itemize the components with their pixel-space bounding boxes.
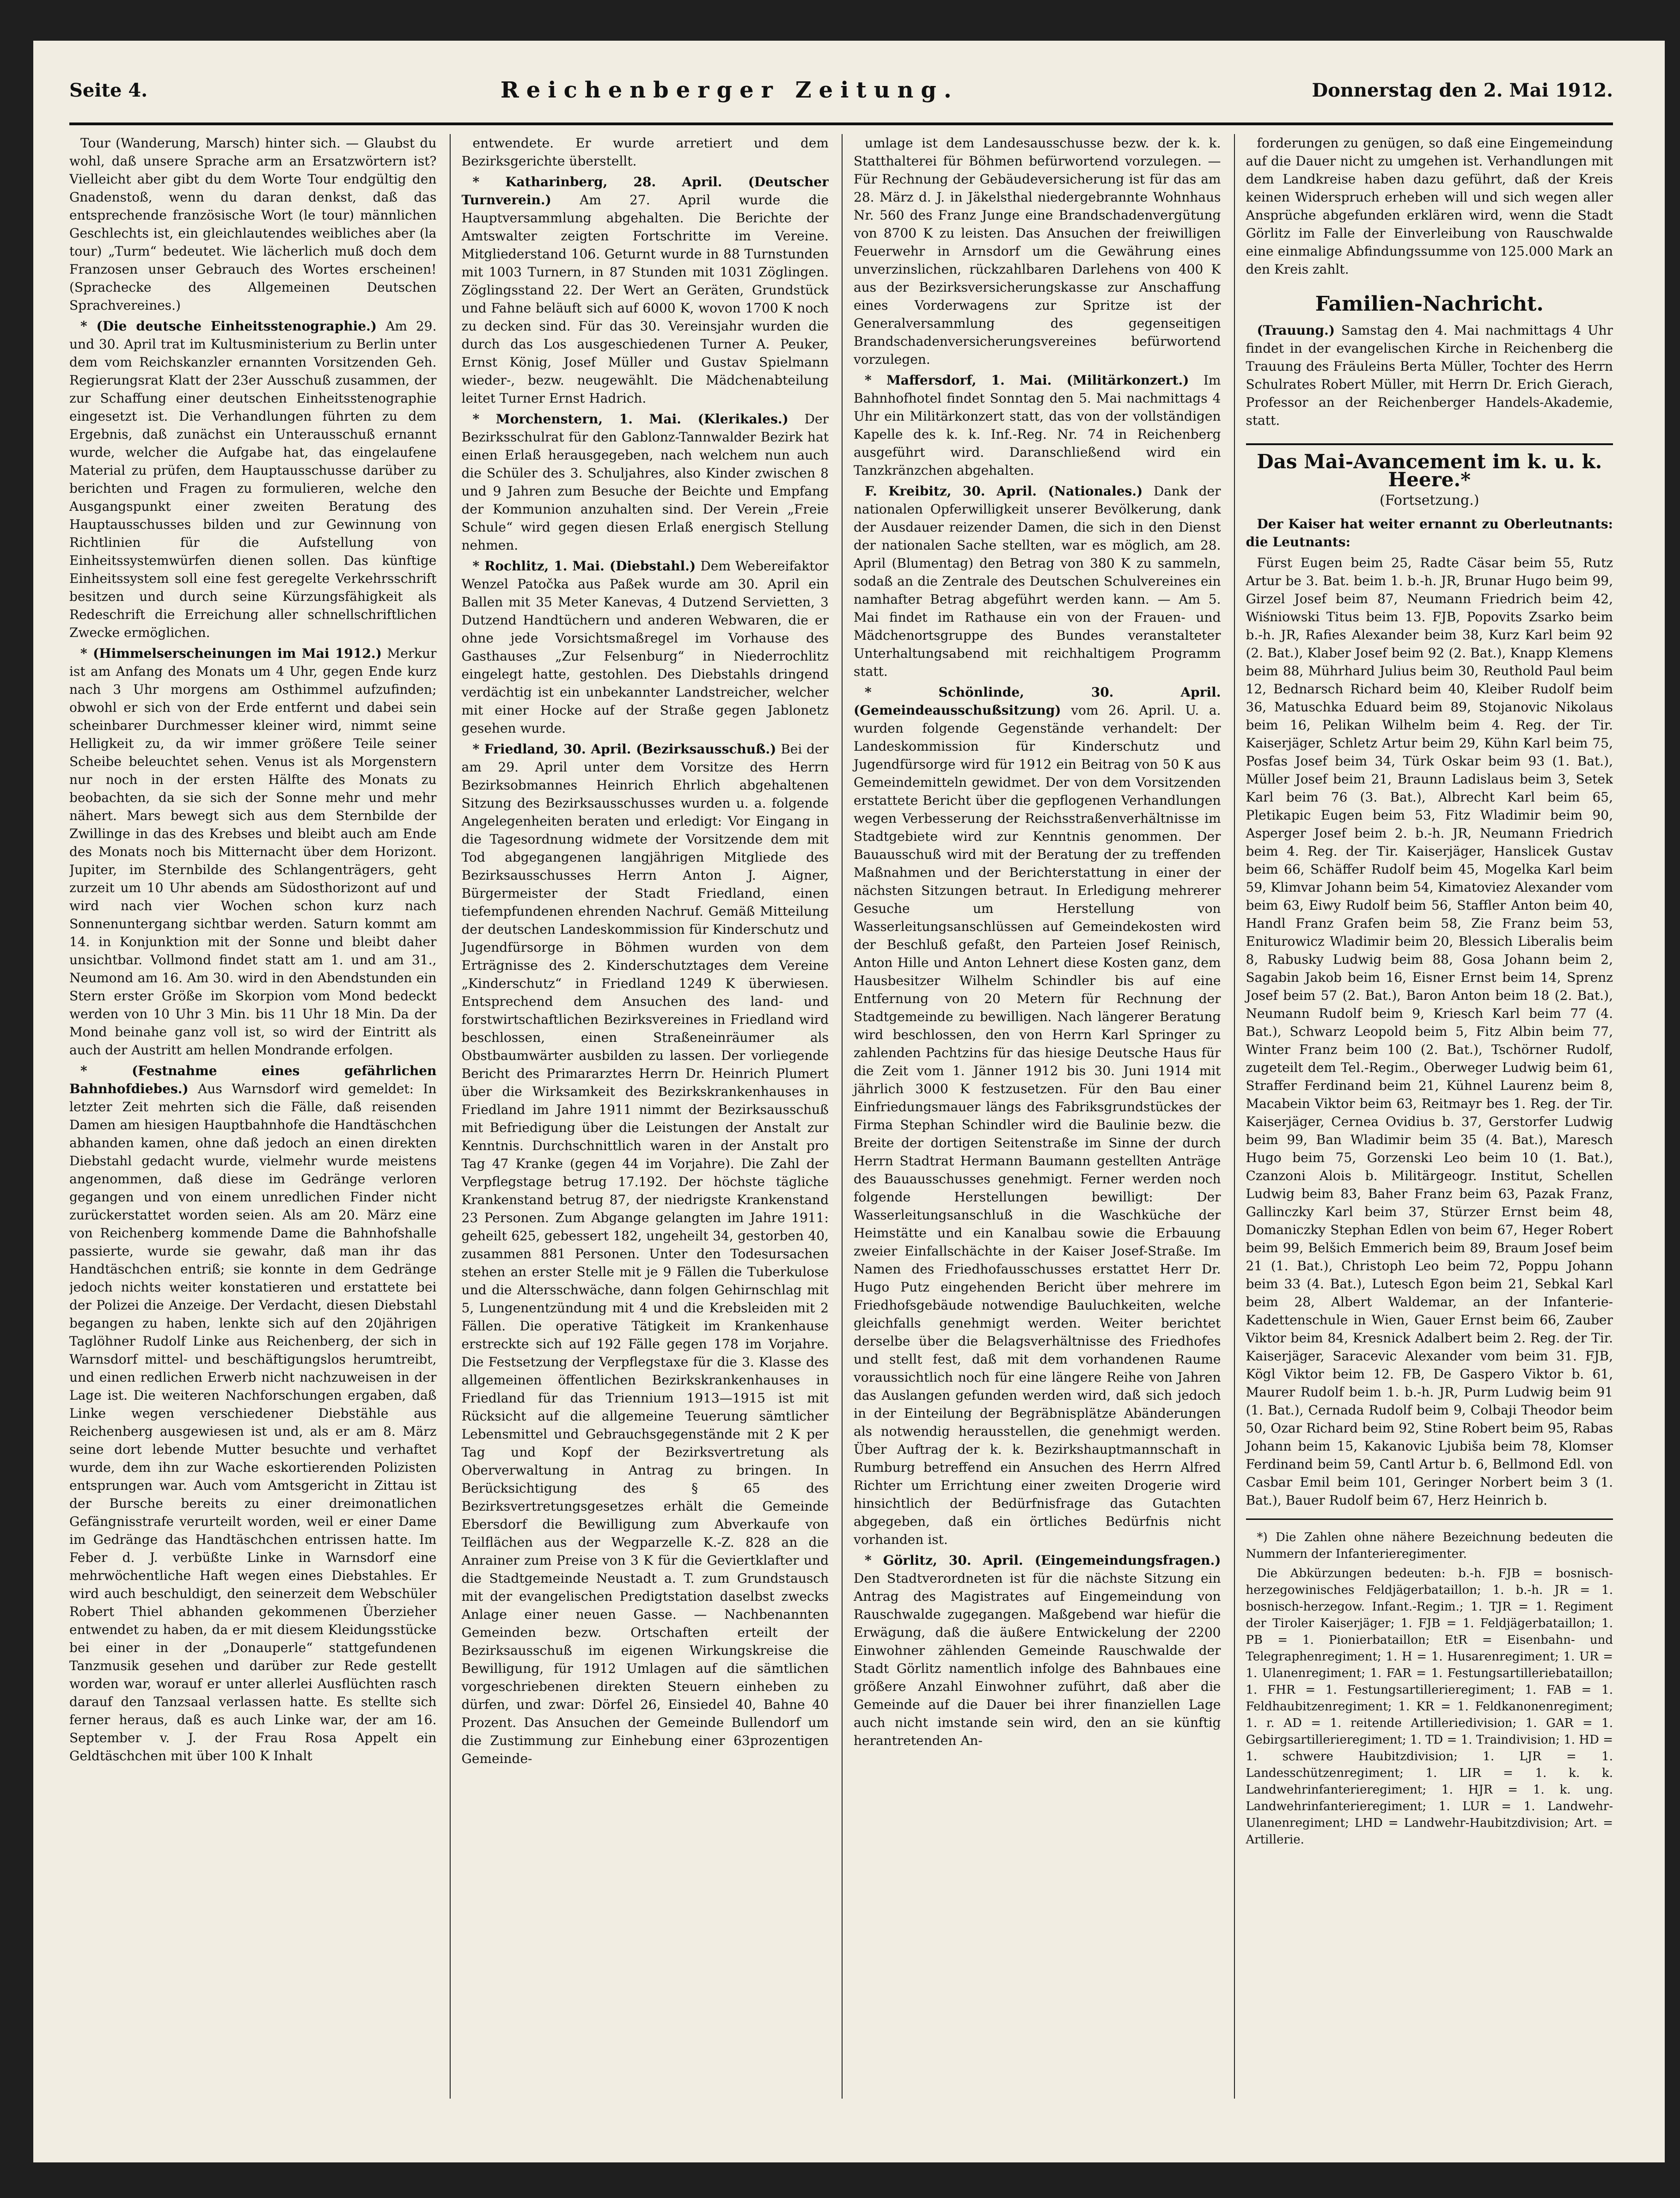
column-3 bbox=[842, 134, 1221, 2099]
article-paragraph: umlage ist dem Landesausschusse bezw. der k. k. Statthalterei für Böhmen befürwortend vorzulegen. — Für Rechnung der Gebäudeversicherung ist für das am 28. März d. J. in Jäkelsthal niedergebrannte Wohnhaus Nr. 560 des Franz Junge eine Brandschadenvergütung von 8700 K zu leisten. Das Ansuchen der freiwilligen Feuerwehr in Arnsdorf um die Gewährung eines unverzinslichen, rückzahlbaren Darlehens von 400 K aus der Bezirksversicherungskasse zur Anschaffung eines Vorderwagens zur Spritze ist der Generalversammlung des gegenseitigen Brandschadenversicherungsvereines befürwortend vorzulegen. bbox=[854, 135, 1221, 367]
article-body: Dank der nationalen Opferwilligkeit unserer Bevölkerung, dank der Ausdauer reizender Damen, die sich in den Dienst der nationalen Sache stellten, war es möglich, am 28. April (Blumentag) den Betrag von 380 K zu sammeln, sodaß an die Zentrale des Deutschen Schulvereines ein namhafter Betrag abgeführt werden kann. — Am 5. Mai findet im Rathause ein von der Frauen- und Mädchenortsgruppe des Bundes veranstalteter Unterhaltungsabend mit reichhaltigem Programm statt. bbox=[854, 484, 1221, 679]
article-body: Der Bezirksschulrat für den Gablonz-Tannwalder Bezirk hat einen Erlaß herausgegeben, nach welchem nun auch die Schüler des 3. Schuljahres, also Kinder zwischen 8 und 9 Jahren zum Besuche der Beichte und Empfang der Kommunion anzuhalten sind. Der Verein „Freie Schule“ wird gegen diesen Erlaß energisch Stellung nehmen. bbox=[461, 411, 829, 553]
article-kicker: * (Himmelserscheinungen im Mai 1912.) bbox=[80, 646, 382, 661]
article-kicker: * Görlitz, 30. April. (Eingemeindungsfragen.) bbox=[865, 1553, 1221, 1568]
header-rule bbox=[69, 122, 1613, 125]
column-2 bbox=[450, 134, 829, 2099]
article-friedland bbox=[462, 740, 829, 1768]
article-kicker: (Trauung.) bbox=[1257, 323, 1335, 338]
article-kicker: * Friedland, 30. April. (Bezirksausschuß.) bbox=[472, 741, 776, 757]
page-header bbox=[69, 62, 1613, 118]
article-stenographie bbox=[69, 317, 437, 642]
article-body: Bei der am 29. April unter dem Vorsitze des Herrn Bezirksobmannes Heinrich Ehrlich abgehaltenen Sitzung des Bezirksausschusses wurden u. a. folgende Angelegenheiten beraten und erledigt: Vor Eingang in die Tagesordnung widmete der Vorsitzende dem mit Tod abgegangenen langjährigen Mitgliede des Bezirksausschusses Herrn Anton J. Aigner, Bürgermeister der Stadt Friedland, einen tiefempfundenen ehrenden Nachruf. Gemäß Mitteilung der deutschen Landeskommission für Kinderschutz und Jugendfürsorge in Böhmen wurden von dem Erträgnisse des 2. Kinderschutztages dem Vereine „Kinderschutz“ in Friedland 1249 K überwiesen. Entsprechend dem Ansuchen des land- und forstwirtschaftlichen Bezirksvereines in Friedland wird beschlossen, einen Straßeneinräumer als Obstbaumwärter ausbilden zu lassen. Der vorliegende Bericht des Primararztes Herrn Dr. Heinrich Plumert über die Wirksamkeit des Bezirkskrankenhauses in Friedland im Jahre 1911 nimmt der Bezirksausschuß mit Befriedigung über die Leistungen der Anstalt zur Kenntnis. Durchschnittlich waren in der Anstalt pro Tag 47 Kranke (gegen 44 im Vorjahre). Die Zahl der Verpflegstage betrug 17.192. Der höchste tägliche Krankenstand betrug 87, der niedrigste Krankenstand 23 Personen. Zum Abgange gelangten im Jahre 1911: geheilt 625, gebessert 182, ungeheilt 34, gestorben 40, zusammen 881 Personen. Unter den Todesursachen stehen an erster Stelle mit je 9 Fällen die Tuberkulose und die Altersschwäche, dann folgen Gehirnschlag mit 5, Lungenentzündung mit 4 und die Krebsleiden mit 2 Fällen. Die operative Tätigkeit im Krankenhause erstreckte sich auf 192 Fälle gegen 178 im Vorjahre. Die Festsetzung der Verpflegstaxe für die 3. Klasse des allgemeinen öffentlichen Bezirkskrankenhauses in Friedland für das Triennium 1913—1915 ist mit Rücksicht auf die allgemeine Teuerung sämtlicher Lebensmittel und Gebrauchsgegenstände mit 2 K per Tag und Kopf der Bezirksvertretung als Oberverwaltung in Antrag zu bringen. In Berücksichtigung des § 65 des Bezirksvertretungsgesetzes erhält die Gemeinde Ebersdorf die Bewilligung zum Abverkaufe von Teilflächen aus der Wegparzelle K.-Z. 828 an die Anrainer zum Preise von 3 K für die Geviertklafter und die Stadtgemeinde Neustadt a. T. zum Grundstausch mit der evangelischen Predigtstation daselbst zwecks Anlage einer neuen Gasse. — Nachbenannten Gemeinden bezw. Ortschaften erteilt der Bezirksausschuß im eigenen Wirkungskreise die Bewilligung, für 1912 Umlagen auf die sämtlichen vorgeschriebenen direkten Steuern einheben zu dürfen, und zwar: Dörfel 26, Einsiedel 40, Bahne 40 Prozent. Das Ansuchen der Gemeinde Bullendorf um die Zustimmung zur Einhebung einer 63prozentigen Gemeinde- bbox=[461, 741, 829, 1766]
article-body: Am 29. und 30. April trat im Kultusministerium zu Berlin unter dem vom Reichskanzler ernannten Vorsitzenden Geh. Regierungsrat Klatt der 23er Ausschuß zusammen, der zur Schaffung einer deutschen Einheitsstenographie eingesetzt ist. Die Verhandlungen führten zu dem Ergebnis, daß zunächst ein Unterausschuß ernannt wurde, welcher die Aufgabe hat, das eingelaufene Material zu prüfen, dem Hauptausschusse darüber zu berichten und Fragen zu formulieren, welche den Ausgangspunkt einer zweiten Beratung des Hauptausschusses bilden und zur Gewinnung von Richtlinien für die Aufstellung von Einheitssystemwürfen dienen sollen. Das künftige Einheitssystem soll eine fest geregelte Verkehrsschrift besitzen und durch seine Kürzungsfähigkeit als Redeschrift die Erreichung aller schnellschriftlichen Zwecke ermöglichen. bbox=[69, 318, 437, 640]
article-kicker: * Maffersdorf, 1. Mai. (Militärkonzert.) bbox=[865, 373, 1189, 388]
army-promotion-list: Fürst Eugen beim 25, Radte Cäsar beim 55, Rutz Artur be 3. Bat. beim 1. b.-h. JR, Brunar Hugo beim 99, Girzel Josef beim 87, Neumann Friedrich beim 42, Wiśniowski Titus beim 13. FJB, Popovits Zsarko beim b.-h. JR, Rafies Alexander beim 38, Kurz Karl beim 92 (2. Bat.), Klaber Josef beim 92 (2. Bat.), Knapp Klemens beim 88, Mührhard Julius beim 30, Reuthold Paul beim 12, Bednarsch Richard beim 40, Kleiber Rudolf beim 36, Matuschka Eduard beim 89, Stojanovic Nikolaus beim 16, Pelikan Wilhelm beim 4. Reg. der Tir. Kaiserjäger, Schletz Artur beim 29, Kühn Karl beim 75, Posfas Josef beim 34, Türk Oskar beim 93 (1. Bat.), Müller Josef beim 21, Braunn Ladislaus beim 3, Setek Karl beim 76 (3. Bat.), Albrecht Karl beim 65, Pletikapic Eugen beim 53, Fitz Wladimir beim 90, Asperger Josef beim 2. b.-h. JR, Neumann Friedrich beim 4. Reg. der Tir. Kaiserjäger, Hanslicek Gustav beim 66, Schäffer Rudolf beim 45, Mogelka Karl beim 59, Klimvar Johann beim 54, Kimatoviez Alexander vom beim 63, Eiwy Rudolf beim 56, Staffler Anton beim 40, Handl Franz Grafen beim 58, Zie Franz beim 53, Eniturowicz Wladimir beim 20, Blessich Liberalis beim 8, Rabusky Ludwig beim 88, Gosa Johann beim 2, Sagabin Jakob beim 16, Eisner Ernst beim 14, Sprenz Josef beim 57 (2. Bat.), Baron Anton beim 18 (2. Bat.), Neumann Rudolf beim 9, Kriesch Karl beim 77 (4. Bat.), Schwarz Leopold beim 5, Fitz Albin beim 77, Winter Franz beim 100 (2. Bat.), Tschörner Rudolf, zugeteilt dem Tel.-Regim., Oberweger Ludwig beim 61, Straffer Ferdinand beim 21, Kühnel Laurenz beim 8, Macabein Viktor beim 63, Reitmayr bes 1. Reg. der Tir. Kaiserjäger, Cernea Ovidius b. 37, Gerstorfer Ludwig beim 99, Ban Wladimir beim 35 (4. Bat.), Maresch Hugo beim 75, Gorzenski Leo beim 10 (1. Bat.), Czanzoni Alois b. Militärgeogr. Institut, Schellen Ludwig beim 83, Baher Franz beim 63, Pazak Franz, Gallinczky Karl beim 37, Stürzer Ernst beim 48, Domaniczky Stephan Edlen von beim 67, Heger Robert beim 99, Belšich Emmerich beim 89, Braum Josef beim 21 (1. Bat.), Christoph Leo beim 72, Poppu Johann beim 33 (4. Bat.), Lutesch Egon beim 21, Sebkal Karl beim 28, Albert Waldemar, an der Infanterie-Kadettenschule in Wien, Gauer Ernst beim 66, Zauber Viktor beim 84, Kresnick Adalbert beim 2. Reg. der Tir. Kaiserjäger, Saracevic Alexander vom beim 31. FJB, Kögl Viktor beim 12. FB, De Gaspero Viktor b. 61, Maurer Rudolf beim 1. b.-h. JR, Purm Ludwig beim 91 (1. Bat.), Cernada Rudolf beim 9, Colbaji Theodor beim 50, Ozar Richard beim 92, Stine Robert beim 95, Rabas Johann beim 15, Kakanovic Ljubiša beim 78, Klomser Ferdinand beim 59, Cantl Artur b. 6, Bellmond Edl. von Casbar Emil beim 101, Geringer Norbert beim 3 (1. Bat.), Bauer Rudolf beim 67, Herz Heinrich b. bbox=[1246, 555, 1613, 1508]
footnote-title: *) Die Zahlen ohne nähere Bezeichnung bedeuten die Nummern der Infanterieregimenter. bbox=[1246, 1531, 1613, 1561]
article-maffersdorf bbox=[854, 371, 1221, 479]
article-body: Dem Webereifaktor Wenzel Patočka aus Paßek wurde am 30. April ein Ballen mit 35 Meter Kanevas, 4 Dutzend Servietten, 3 Dutzend Handtüchern und anderen Webwaren, die er ohne jede Vorsichtsmaßregel im Vorhause des Gasthauses „Zur Felsenburg“ in Niederrochlitz eingelegt hatte, gestohlen. Des Diebstahls dringend verdächtig ist ein unbekannter Landstreicher, welcher mit einer Hocke auf der Straße gegen Jablonetz gesehen wurde. bbox=[461, 558, 829, 736]
issue-date: Donnerstag den 2. Mai 1912. bbox=[1312, 79, 1613, 101]
article-paragraph: forderungen zu genügen, so daß eine Eingemeindung auf die Dauer nicht zu umgehen ist. Verhandlungen mit dem Landkreise haben dazu geführt, daß der Kreis keinen Widerspruch erheben will und sich wegen aller Ansprüche abgefunden erklären wird, wenn die Stadt Görlitz im Falle der Einverleibung von Rauschwalde eine einmalige Abfindungssumme von 125.000 Mark an den Kreis zahlt. bbox=[1246, 135, 1613, 277]
article-trauung bbox=[1246, 321, 1613, 429]
article-kicker: F. Kreibitz, 30. April. (Nationales.) bbox=[865, 484, 1143, 499]
article-body: Den Stadtverordneten ist für die nächste Sitzung ein Antrag des Magistrates auf Eingemeindung von Rauschwalde zugegangen. Maßgebend war hiefür die Erwägung, daß die äußere Entwickelung der 2200 Einwohner zählenden Gemeinde Rauschwalde der Stadt Görlitz namentlich infolge des Bahnbaues eine größere Anzahl Einwohner zuführt, daß aber die Gemeinde auf die Dauer bei ihrer finanziellen Lage auch nicht imstande sein wird, den an sie künftig herantretenden An- bbox=[854, 1571, 1221, 1748]
article-kicker: * (Festnahme eines gefährlichen Bahnhofdiebes.) bbox=[69, 1063, 437, 1096]
article-katharinberg bbox=[462, 173, 829, 407]
footnote-rule bbox=[1246, 1518, 1613, 1520]
article-kicker: * Morchenstern, 1. Mai. (Klerikales.) bbox=[472, 411, 788, 427]
article-kicker: * (Die deutsche Einheitsstenographie.) bbox=[80, 318, 377, 334]
article-body: vom 26. April. U. a. wurden folgende Gegenstände verhandelt: Der Landeskommission für Kinderschutz und Jugendfürsorge wird für 1912 ein Beitrag von 50 K aus Gemeindemitteln gewidmet. Der von dem Vorsitzenden erstattete Bericht über die gepflogenen Verhandlungen wegen Verbesserung der Reichsstraßenverhältnisse im Stadtgebiete wird zur Kenntnis genommen. Der Bauausschuß wird mit der Beratung der zu treffenden Maßnahmen und der Berichterstattung in einer der nächsten Sitzungen betraut. In Erledigung mehrerer Gesuche um Herstellung von Wasserleitungsanschlüssen auf Gemeindekosten wird der Beschluß gefaßt, den Parteien Josef Reinisch, Anton Hille und Anton Lehnert diese Kosten ganz, dem Hausbesitzer Wilhelm Schindler bis auf eine Entfernung von 20 Metern für Rechnung der Stadtgemeinde zu bewilligen. Nach längerer Beratung wird beschlossen, den von Herrn Karl Springer zu zahlenden Pachtzins für das hiesige Deutsche Haus für die Zeit vom 1. Jänner 1912 bis 30. Juni 1914 mit jährlich 3000 K festzusetzen. Für den Bau einer Einfriedungsmauer längs des Fabriksgrundstückes der Firma Stephan Schindler wird die Baulinie bezw. die Breite der dortigen Seitenstraße im Sinne der durch Herrn Stadtrat Hermann Baumann gestellten Anträge des Bauausschusses genehmigt. Ferner werden noch folgende Herstellungen bewilligt: Der Wasserleitungsanschluß in die Waschküche der Heimstätte und ein Kanalbau sowie die Erbauung zweier Einfallschächte in der Kaiser Josef-Straße. Im Namen des Friedhofausschusses erstattet Herr Dr. Hugo Putz eingehenden Bericht über mehrere im Friedhofsgebäude notwendige Bauluchkeiten, welche gleichfalls genehmigt werden. Weiter berichtet derselbe über die Belagsverhältnisse des Friedhofes und stellt fest, daß mit dem vorhandenen Raume voraussichtlich noch für eine längere Reihe von Jahren das Auslangen gefunden werden wird, daß sich jedoch in der Einteilung der Begräbnisplätze Abänderungen als notwendig herausstellen, die genehmigt werden. Über Auftrag der k. k. Bezirkshauptmannschaft in Rumburg betreffend ein Ansuchen des Herrn Alfred Richter um Errichtung einer zweiten Drogerie wird hinsichtlich der Bedürfnisfrage das Gutachten abgegeben, daß ein örtliches Bedürfnis nicht vorhanden ist. bbox=[854, 703, 1221, 1547]
article-goerlitz bbox=[854, 1551, 1221, 1750]
footnote-abbreviations: Die Abkürzungen bedeuten: b.-h. FJB = bosnisch-herzegowinisches Feldjägerbataillon; 1. b.-h. JR = 1. bosnisch-herzegow. Infant.-Regim.; 1. TJR = 1. Regiment der Tiroler Kaiserjäger; 1. FJB = 1. Feldjägerbataillon; 1. PB = 1. Pionierbataillon; EtR = Eisenbahn- und Telegraphenregiment; 1. H = 1. Husarenregiment; 1. UR = 1. Ulanenregiment; 1. FAR = 1. Festungsartilleriebataillon; 1. FHR = 1. Festungsartillerieregiment; 1. FAB = 1. Feldhaubitzenregiment; 1. KR = 1. Feldkanonenregiment; 1. r. AD = 1. reitende Artilleriedivision; 1. GAR = 1. Gebirgsartillerieregiment; 1. TD = 1. Traindivision; 1. HD = 1. schwere Haubitzdivision; 1. LJR = 1. Landesschützenregiment; 1. LIR = 1. k. k. Landwehrinfanterieregiment; 1. HJR = 1. k. ung. Landwehrinfanterieregiment; 1. LUR = 1. Landwehr-Ulanenregiment; LHD = Landwehr-Haubitzdivision; Art. = Artillerie. bbox=[1246, 1567, 1613, 1847]
article-rochlitz bbox=[462, 557, 829, 737]
army-promotion-title: Das Mai-Avancement im k. u. k. Heere.* bbox=[1246, 443, 1613, 489]
article-body: Im Bahnhofhotel findet Sonntag den 5. Mai nachmittags 4 Uhr ein Militärkonzert statt, das von der vollständigen Kapelle des k. k. Inf.-Reg. Nr. 74 in Reichenberg ausgeführt wird. Daranschließend wird ein Tanzkränzchen abgehalten. bbox=[854, 373, 1221, 478]
article-schoenlinde bbox=[854, 683, 1221, 1549]
article-columns bbox=[69, 134, 1613, 2099]
article-kicker: * Katharinberg, 28. April. (Deutscher Turnverein.) bbox=[461, 174, 829, 208]
article-paragraph: entwendete. Er wurde arretiert und dem Bezirksgerichte überstellt. bbox=[461, 135, 829, 169]
article-kreibitz bbox=[854, 482, 1221, 680]
article-body: Samstag den 4. Mai nachmittags 4 Uhr findet in der evangelischen Kirche in Reichenberg die Trauung des Fräuleins Berta Müller, Tochter des Herrn Schulrates Robert Müller, mit Herrn Dr. Erich Gierach, Professor an der Reichenberger Handels-Akademie, statt. bbox=[1246, 323, 1613, 428]
article-paragraph: Tour (Wanderung, Marsch) hinter sich. — Glaubst du wohl, daß unsere Sprache arm an Ersatzwörtern ist? Vielleicht aber gibt du dem Worte Tour endgültig den Gnadenstoß, wenn du daran denkst, daß das entsprechende französische Wort (le tour) männlichen Geschlechts ist, ein gleichlautendes weibliches aber (la tour) „Turm“ bedeutet. Wie lächerlich muß doch dem Franzosen unser Gebrauch des Wortes erscheinen! (Sprachecke des Allgemeinen Deutschen Sprachvereines.) bbox=[69, 135, 437, 313]
article-body: Merkur ist am Anfang des Monats um 4 Uhr, gegen Ende kurz nach 3 Uhr morgens am Osthimmel aufzufinden; obwohl er sich von der Erde entfernt und dabei sein scheinbarer Durchmesser kleiner wird, nimmt seine Helligkeit zu, da wir immer größere Teile seiner Scheibe beleuchtet sehen. Venus ist als Morgenstern nur noch in der ersten Hälfte des Monats zu beobachten, da sie sich der Sonne mehr und mehr nähert. Mars bewegt sich aus dem Sternbilde der Zwillinge in das des Krebses und bleibt auch am Ende des Monats noch bis Mitternacht über dem Horizont. Jupiter, im Sternbilde des Schlangenträgers, geht zurzeit um 10 Uhr abends am Südosthorizont auf und wird nach vier Wochen schon kurz nach Sonnenuntergang sichtbar werden. Saturn kommt am 14. in Konjunktion mit der Sonne und bleibt daher unsichtbar. Vollmond findet statt am 1. und am 31., Neumond am 16. Am 30. wird in den Abendstunden ein Stern erster Größe im Skorpion vom Mond bedeckt werden von 10 Uhr 3 Min. bis 11 Uhr 18 Min. Da der Mond beinahe ganz voll ist, so wird der Eintritt als auch der Austritt am hellen Mondrande erfolgen. bbox=[69, 646, 437, 1058]
article-himmel bbox=[69, 644, 437, 1059]
column-1 bbox=[69, 134, 437, 2099]
column-4 bbox=[1234, 134, 1613, 2099]
article-body: Am 27. April wurde die Hauptversammlung abgehalten. Die Berichte der Amtswalter zeigten Fortschritte im Vereine. Mitgliederstand 106. Geturnt wurde in 88 Turnstunden mit 1003 Turnern, in 87 Stunden mit 1031 Zöglingen. Zöglingsstand 22. Der Wert an Geräten, Grundstück und Fahne beläuft sich auf 6000 K, wovon 1700 K noch zu decken sind. Für das 30. Vereinsjahr wurden die durch das Los ausgeschiedenen Turner A. Peuker, Ernst König, Josef Müller und Gustav Spielmann wieder-, bezw. neugewählt. Die Mädchenabteilung leitet Turner Ernst Hadrich. bbox=[461, 192, 829, 406]
article-kicker: * Rochlitz, 1. Mai. (Diebstahl.) bbox=[472, 558, 696, 574]
article-body: Aus Warnsdorf wird gemeldet: In letzter Zeit mehrten sich die Fälle, daß reisenden Damen am hiesigen Hauptbahnhofe die Handtäschchen abhanden kamen, ohne daß jedoch an einen direkten Diebstahl gedacht wurde, vielmehr wurde meistens angenommen, daß diese im Gedränge verloren gegangen und von einem unredlichen Finder nicht zurückerstattet worden seien. Als am 20. März eine von Reichenberg kommende Dame die Bahnhofshalle passierte, wurde sie gewahr, daß man ihr das Handtäschchen entriß; sie konnte in dem Gedränge jedoch nichts weiter konstatieren und erstattete bei der Polizei die Anzeige. Der Verdacht, diesen Diebstahl begangen zu haben, lenkte sich auf den 20jährigen Taglöhner Rudolf Linke aus Reichenberg, der sich in Warnsdorf mittel- und beschäftigungslos herumtreibt, und einen redlichen Erwerb nicht nachzuweisen in der Lage ist. Die weiteren Nachforschungen ergaben, daß Linke wegen verschiedener Diebstähle aus Reichenberg ausgewiesen ist und, als er am 8. März seine dort lebende Mutter besuchte und verhaftet wurde, dem ihn zur Wache eskortierenden Polizisten entsprungen war. Auch vom Amtsgericht in Zittau ist der Bursche bereits zu einer dreimonatlichen Gefängnisstrafe verurteilt worden, weil er einer Dame im Gedränge das Handtäschchen entrissen hatte. Im Feber d. J. verbüßte Linke in Warnsdorf eine mehrwöchentliche Haft wegen eines Diebstahles. Er wird auch beschuldigt, den seinerzeit dem Webschüler Robert Thiel abhanden gekommenen Überzieher entwendet zu haben, da er mit diesem Kleidungsstücke bei einer in der „Donauperle“ stattgefundenen Tanzmusik gesehen und darüber zur Rede gestellt worden war, worauf er unter allerlei Ausflüchten rasch darauf den Tanzsaal verlassen hatte. Es stellte sich ferner heraus, daß es auch Linke war, der am 16. September v. J. der Frau Rosa Appelt ein Geldtäschchen mit über 100 K Inhalt bbox=[69, 1081, 437, 1763]
family-news-title: Familien-Nachricht. bbox=[1315, 292, 1544, 316]
article-morchenstern bbox=[462, 410, 829, 554]
masthead: Reichenberger Zeitung. bbox=[500, 77, 959, 103]
army-promotion-lead: Der Kaiser hat weiter ernannt zu Oberleutnants: die Leutnants: bbox=[1246, 516, 1613, 550]
army-promotion-subtitle: (Fortsetzung.) bbox=[1380, 492, 1479, 508]
article-kicker: * Schönlinde, 30. April. (Gemeindeausschußsitzung) bbox=[854, 685, 1221, 718]
page-number: Seite 4. bbox=[69, 79, 148, 101]
article-bahnhofdieb bbox=[69, 1062, 437, 1765]
